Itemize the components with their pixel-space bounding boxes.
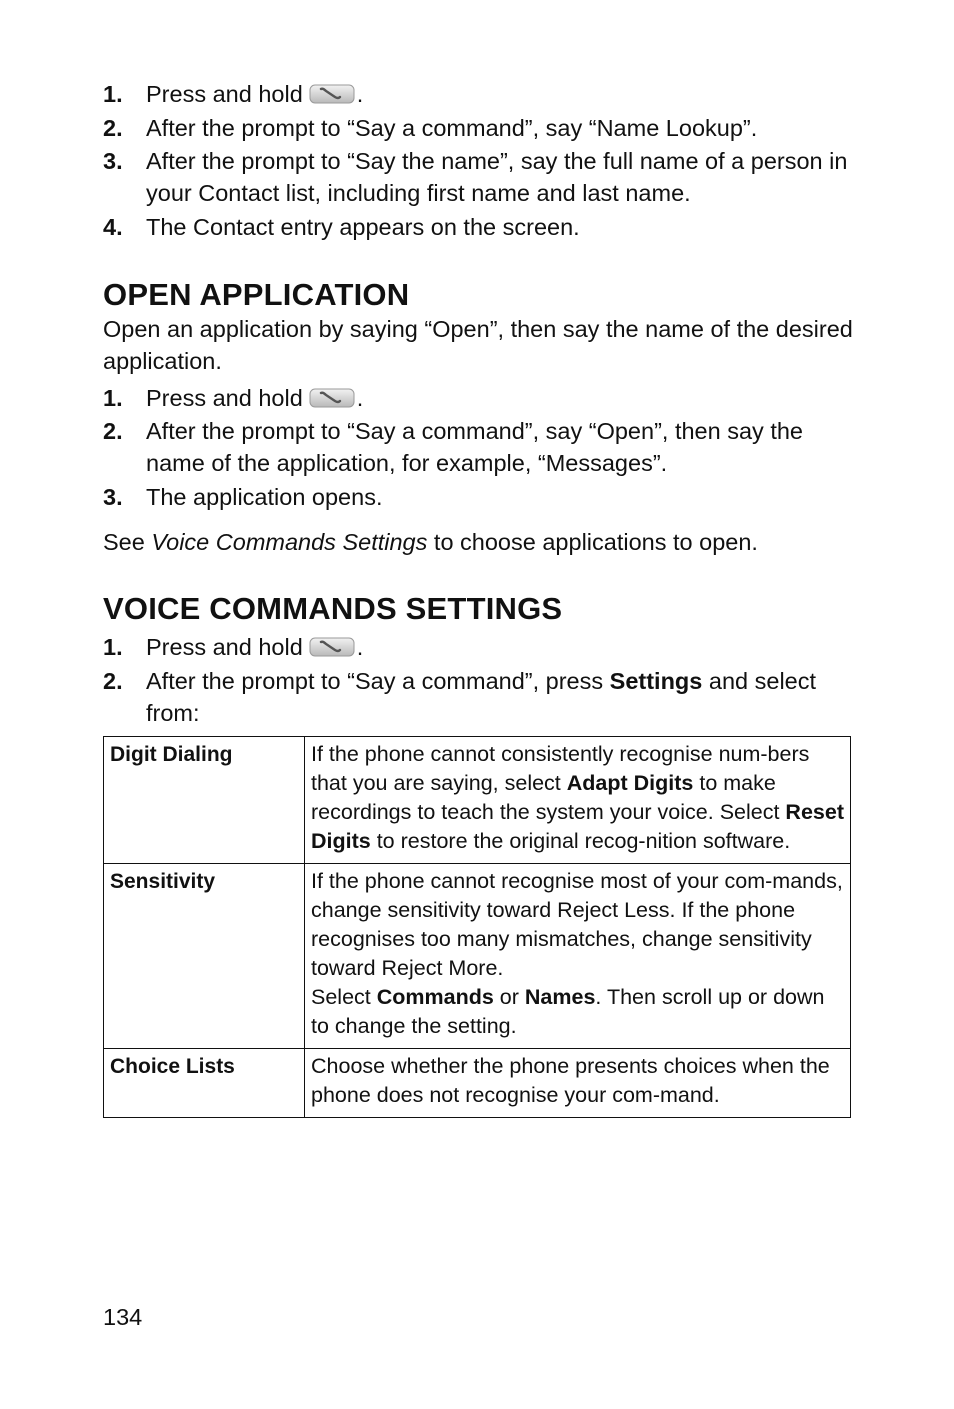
talk-key-icon [309, 387, 355, 409]
step-number: 1. [103, 384, 123, 411]
list-item [103, 631, 855, 663]
see-also-paragraph [103, 526, 855, 559]
step-number: 2. [103, 114, 123, 141]
voice-settings-table [103, 736, 851, 1118]
step-text: After the prompt to “Say a command”, say “Name Lookup”. [146, 114, 758, 141]
page-number: 134 [103, 1304, 143, 1330]
step-text: Press and hold [146, 634, 303, 660]
see-also-post: to choose applications to open. [427, 528, 758, 555]
description-text: . Then scroll up or down to change the setting. [311, 984, 825, 1038]
setting-name: Sensitivity [104, 863, 305, 1048]
section-heading-open-application: OPEN APPLICATION [103, 276, 410, 312]
setting-description [305, 736, 851, 863]
open-application-steps [103, 382, 855, 513]
step-text: After the prompt to “Say the name”, say the full name of a person in your Contact list, including first name and last name. [146, 148, 848, 206]
table-row [104, 1048, 851, 1117]
step-number: 1. [103, 81, 123, 107]
list-item [103, 382, 855, 414]
option-term: Reset Digits [311, 799, 844, 853]
description-text: to restore the original recog-nition software. [370, 828, 791, 853]
step-text-end: and select from: [146, 667, 817, 726]
step-text: After the prompt to “Say a command”, press [146, 667, 610, 694]
step-text: Press and hold [146, 81, 303, 107]
see-also-pre: See [103, 528, 152, 555]
description-text: Select [311, 984, 377, 1009]
step-number: 2. [103, 418, 123, 444]
talk-key-icon [309, 636, 355, 658]
step-text-end: . [356, 81, 364, 107]
step-number: 3. [103, 483, 123, 510]
setting-name: Digit Dialing [104, 736, 305, 863]
description-text: Choose whether the phone presents choices when the phone does not recognise your com-mand. [311, 1053, 830, 1107]
setting-description [305, 1048, 851, 1117]
option-term: Names [524, 984, 596, 1009]
table-row [104, 736, 851, 863]
list-item [103, 78, 855, 110]
description-text: or [493, 984, 525, 1009]
list-item [103, 415, 855, 479]
step-number: 4. [103, 213, 123, 240]
option-term: Adapt Digits [566, 770, 694, 795]
open-application-intro: Open an application by saying “Open”, then say the name of the desired application. [103, 315, 853, 374]
manual-page [103, 78, 855, 1118]
see-also-reference: Voice Commands Settings [151, 528, 428, 555]
step-text: The application opens. [146, 483, 383, 510]
step-number: 3. [103, 148, 123, 174]
voice-commands-settings-steps [103, 631, 855, 729]
list-item [103, 481, 855, 513]
description-text: to make recordings to teach the system your voice. Select [311, 770, 786, 824]
list-item [103, 211, 855, 243]
settings-term: Settings [609, 667, 703, 694]
talk-key-icon [309, 83, 355, 105]
name-lookup-steps [103, 78, 855, 243]
list-item [103, 112, 855, 144]
setting-description [305, 863, 851, 1048]
step-text-end: . [356, 384, 364, 411]
step-text: Press and hold [146, 384, 303, 411]
option-term: Commands [376, 984, 494, 1009]
list-item [103, 665, 855, 729]
description-text: If the phone cannot recognise most of your com-mands, change sensitivity toward Reject Less. If the phone recognises too many mismatches, change sensitivity toward Reject More. [311, 868, 843, 980]
step-text: The Contact entry appears on the screen. [146, 213, 580, 240]
description-text: If the phone cannot consistently recognise num-bers that you are saying, select [311, 741, 810, 795]
setting-name: Choice Lists [104, 1048, 305, 1117]
list-item [103, 145, 855, 209]
step-number: 1. [103, 634, 123, 660]
step-text-end: . [356, 634, 364, 660]
section-heading-voice-commands-settings: VOICE COMMANDS SETTINGS [103, 591, 563, 626]
table-row [104, 863, 851, 1048]
step-text: After the prompt to “Say a command”, say “Open”, then say the name of the application, for example, “Messages”. [146, 418, 803, 476]
step-number: 2. [103, 667, 123, 694]
